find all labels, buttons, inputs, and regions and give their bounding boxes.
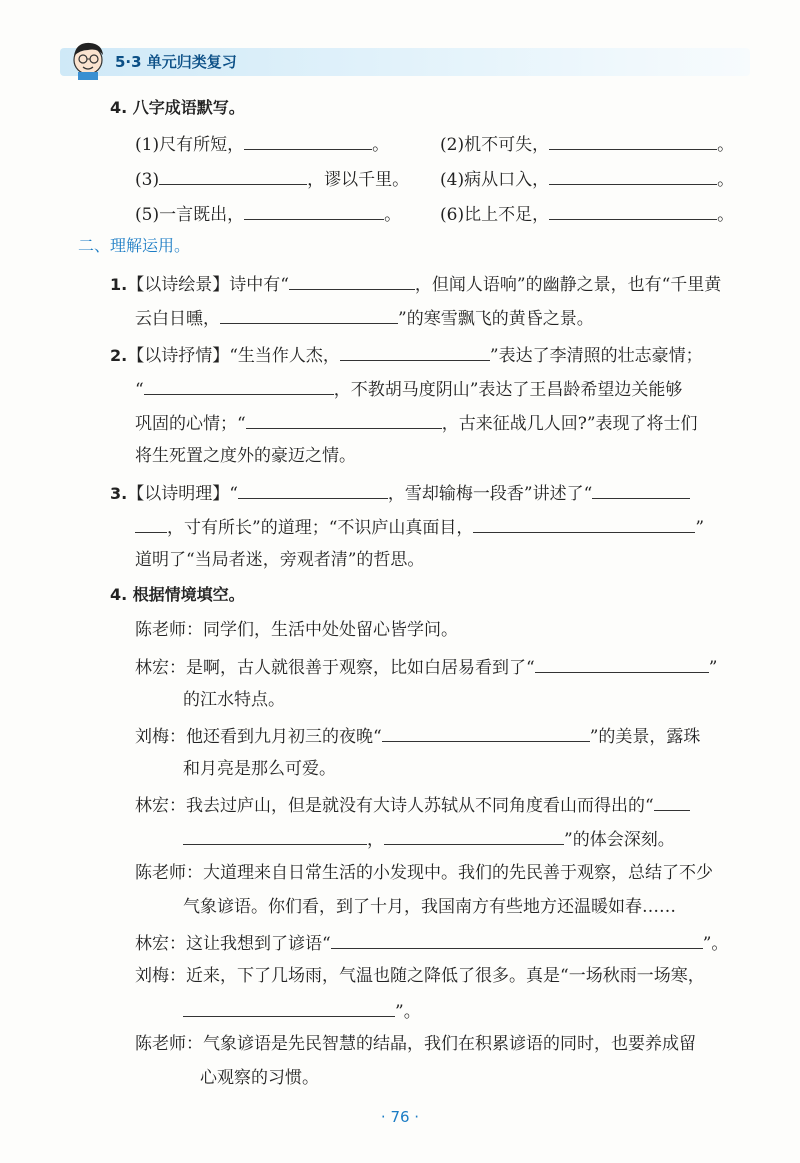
q2-line-3: 巩固的心情；“ ，古来征战几人回?”表现了将士们 (135, 410, 698, 436)
dialog-line: 林宏：是啊，古人就很善于观察，比如白居易看到了“ ” (135, 654, 717, 680)
dialog-line: 林宏：这让我想到了谚语“ ”。 (135, 930, 728, 956)
answer-blank[interactable] (549, 131, 717, 150)
answer-blank[interactable] (246, 410, 442, 429)
answer-blank[interactable] (549, 166, 717, 185)
dialog-line: 陈老师：气象谚语是先民智慧的结晶，我们在积累谚语的同时，也要养成留 (135, 1034, 696, 1054)
q1-line-2: 云白日曛， ”的寒雪飘飞的黄昏之景。 (135, 305, 594, 331)
boy-avatar-icon (68, 38, 108, 80)
idiom-item-5: (5)一言既出， 。 (135, 201, 401, 227)
dialog-line: ”。 (183, 998, 421, 1024)
answer-blank[interactable] (592, 480, 690, 499)
answer-blank[interactable] (144, 376, 334, 395)
dialog-line: 刘梅：近来，下了几场雨，气温也随之降低了很多。真是“一场秋雨一场寒， (135, 966, 705, 986)
q4-heading: 4. 八字成语默写。 (110, 98, 245, 117)
answer-blank[interactable] (289, 271, 415, 290)
answer-blank[interactable] (549, 201, 717, 220)
answer-blank[interactable] (238, 480, 388, 499)
idiom-item-6: (6)比上不足， 。 (440, 201, 734, 227)
dialog-line: 陈老师：同学们，生活中处处留心皆学问。 (135, 620, 458, 640)
section-2-heading: 二、理解运用。 (78, 236, 191, 255)
answer-blank[interactable] (331, 930, 703, 949)
answer-blank[interactable] (535, 654, 709, 673)
page-number: · 76 · (380, 1108, 420, 1126)
idiom-item-3: (3) ，谬以千里。 (135, 166, 409, 192)
answer-blank[interactable] (654, 792, 690, 811)
answer-blank[interactable] (244, 131, 372, 150)
answer-blank[interactable] (220, 305, 398, 324)
answer-blank[interactable] (244, 201, 384, 220)
answer-blank[interactable] (340, 342, 490, 361)
dialog-line: 林宏：我去过庐山，但是就没有大诗人苏轼从不同角度看山而得出的“ (135, 792, 690, 818)
q2-line-1: 2.【以诗抒情】“生当作人杰， ”表达了李清照的壮志豪情； (110, 342, 703, 368)
q3-line-3: 道明了“当局者迷，旁观者清”的哲思。 (135, 550, 425, 570)
idiom-item-2: (2)机不可失， 。 (440, 131, 734, 157)
dialog-line: 和月亮是那么可爱。 (183, 759, 336, 779)
q2-line-2: “ ，不教胡马度阴山”表达了王昌龄希望边关能够 (135, 376, 682, 402)
dialog-line: ， ”的体会深刻。 (183, 826, 675, 852)
header-title: 5·3 单元归类复习 (115, 53, 237, 71)
answer-blank[interactable] (384, 826, 564, 845)
dialog-line: 的江水特点。 (183, 690, 285, 710)
answer-blank[interactable] (159, 166, 307, 185)
page-header (0, 38, 752, 78)
dialog-line: 刘梅：他还看到九月初三的夜晚“ ”的美景，露珠 (135, 723, 700, 749)
answer-blank[interactable] (135, 514, 167, 533)
q3-line-2: ，寸有所长”的道理；“不识庐山真面目， ” (135, 514, 704, 540)
dialog-line: 心观察的习惯。 (200, 1068, 319, 1088)
dialog-line: 气象谚语。你们看，到了十月，我国南方有些地方还温暖如春…… (183, 897, 676, 917)
q4b-heading: 4. 根据情境填空。 (110, 585, 245, 604)
answer-blank[interactable] (473, 514, 695, 533)
q3-line-1: 3.【以诗明理】“ ，雪却输梅一段香”讲述了“ (110, 480, 690, 506)
idiom-item-1: (1)尺有所短， 。 (135, 131, 389, 157)
answer-blank[interactable] (183, 998, 395, 1017)
answer-blank[interactable] (183, 826, 367, 845)
dialog-line: 陈老师：大道理来自日常生活的小发现中。我们的先民善于观察，总结了不少 (135, 863, 713, 883)
answer-blank[interactable] (382, 723, 590, 742)
idiom-item-4: (4)病从口入， 。 (440, 166, 734, 192)
q2-line-4: 将生死置之度外的豪迈之情。 (135, 446, 356, 466)
q1-line-1: 1.【以诗绘景】诗中有“ ，但闻人语响”的幽静之景，也有“千里黄 (110, 271, 721, 297)
